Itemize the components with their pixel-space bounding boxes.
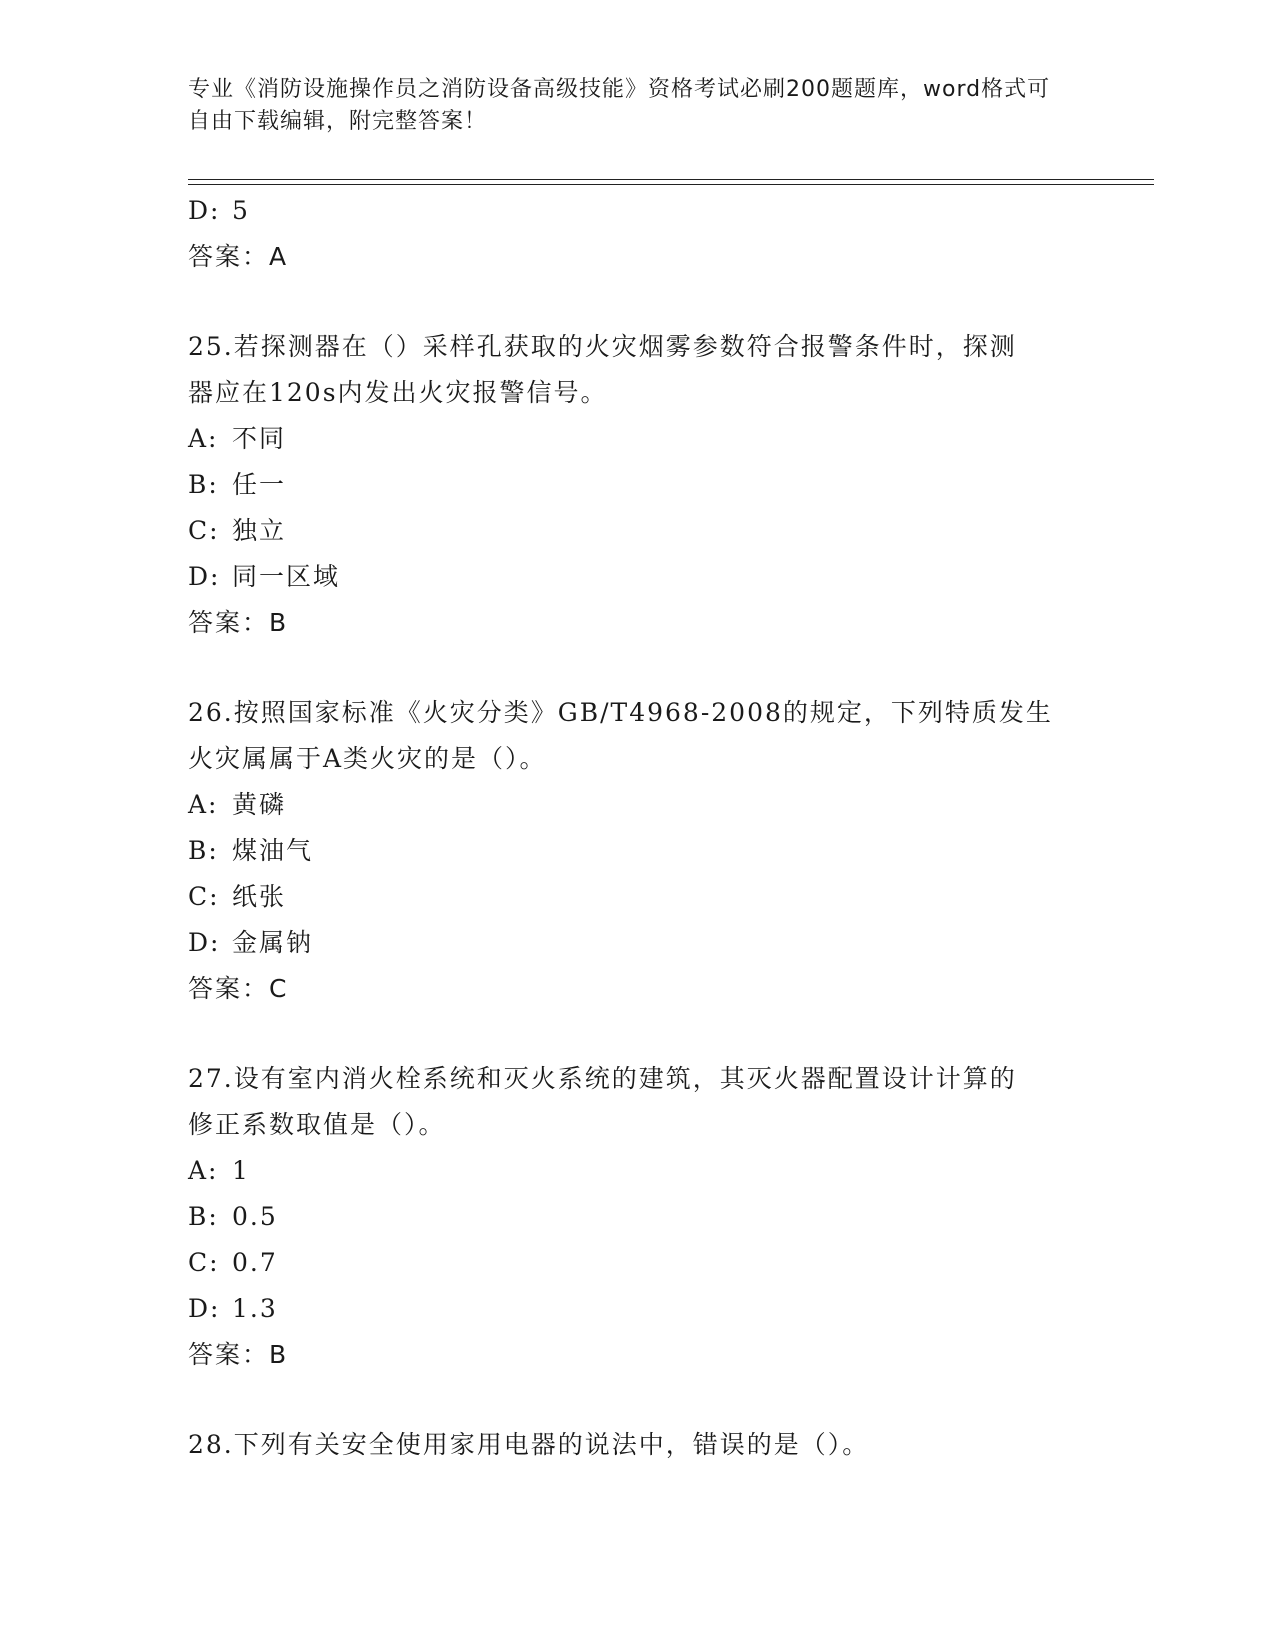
option-c — [188, 508, 1088, 554]
header-divider-bottom — [188, 184, 1154, 185]
option-b — [188, 1194, 1088, 1240]
option-text: 黄磷 — [232, 790, 287, 819]
header-divider-top — [188, 179, 1154, 180]
option-text: 1.3 — [232, 1294, 278, 1323]
option-text: 0.5 — [232, 1202, 278, 1231]
question-stem-line: 修正系数取值是（）。 — [188, 1110, 446, 1139]
option-text: 不同 — [232, 424, 287, 453]
option-text: 独立 — [232, 516, 287, 545]
option-key: B: — [188, 1202, 219, 1231]
option-a — [188, 1148, 1088, 1194]
option-text: 0.7 — [232, 1248, 278, 1277]
option-text: 纸张 — [232, 882, 287, 911]
answer: 答案：B — [188, 608, 289, 637]
option-text: 1 — [232, 1156, 250, 1185]
option-text: 金属钠 — [232, 928, 314, 957]
question-25 — [188, 324, 1088, 416]
question-stem-line: 25.若探测器在（）采样孔获取的火灾烟雾参数符合报警条件时，探测 — [188, 332, 1017, 361]
question-26 — [188, 690, 1088, 782]
option-text: 任一 — [232, 470, 287, 499]
option-key: A: — [188, 1156, 219, 1185]
option-d — [188, 188, 1088, 234]
option-c — [188, 1240, 1088, 1286]
question-stem-line: 26.按照国家标准《火灾分类》GB/T4968-2008的规定，下列特质发生 — [188, 698, 1053, 727]
option-b — [188, 462, 1088, 508]
option-key: B: — [188, 470, 219, 499]
option-key: D: — [188, 928, 221, 957]
option-key: A: — [188, 790, 219, 819]
option-key: C: — [188, 882, 220, 911]
option-text: 同一区域 — [232, 562, 341, 591]
option-text: 5 — [232, 196, 250, 225]
option-text: 煤油气 — [232, 836, 314, 865]
answer: 答案：A — [188, 242, 289, 271]
question-stem-line: 火灾属属于A类火灾的是（）。 — [188, 744, 547, 773]
question-stem-line: 27.设有室内消火栓系统和灭火系统的建筑，其灭火器配置设计计算的 — [188, 1064, 1017, 1093]
option-key: B: — [188, 836, 219, 865]
answer: 答案：C — [188, 974, 289, 1003]
question-list — [188, 188, 1088, 1468]
option-key: D: — [188, 196, 221, 225]
document-header: 专业《消防设施操作员之消防设备高级技能》资格考试必刷200题题库，word格式可自由下载编辑，附完整答案！ — [188, 77, 1051, 134]
option-key: D: — [188, 562, 221, 591]
option-a — [188, 416, 1088, 462]
option-key: A: — [188, 424, 219, 453]
option-key: C: — [188, 1248, 220, 1277]
option-key: C: — [188, 516, 220, 545]
option-key: D: — [188, 1294, 221, 1323]
question-stem-line: 28.下列有关安全使用家用电器的说法中，错误的是（）。 — [188, 1430, 870, 1459]
option-d — [188, 554, 1088, 600]
option-b — [188, 828, 1088, 874]
question-28 — [188, 1422, 1088, 1468]
answer: 答案：B — [188, 1340, 289, 1369]
question-27 — [188, 1056, 1088, 1148]
option-d — [188, 1286, 1088, 1332]
option-c — [188, 874, 1088, 920]
option-d — [188, 920, 1088, 966]
option-a — [188, 782, 1088, 828]
question-stem-line: 器应在120s内发出火灾报警信号。 — [188, 378, 608, 407]
